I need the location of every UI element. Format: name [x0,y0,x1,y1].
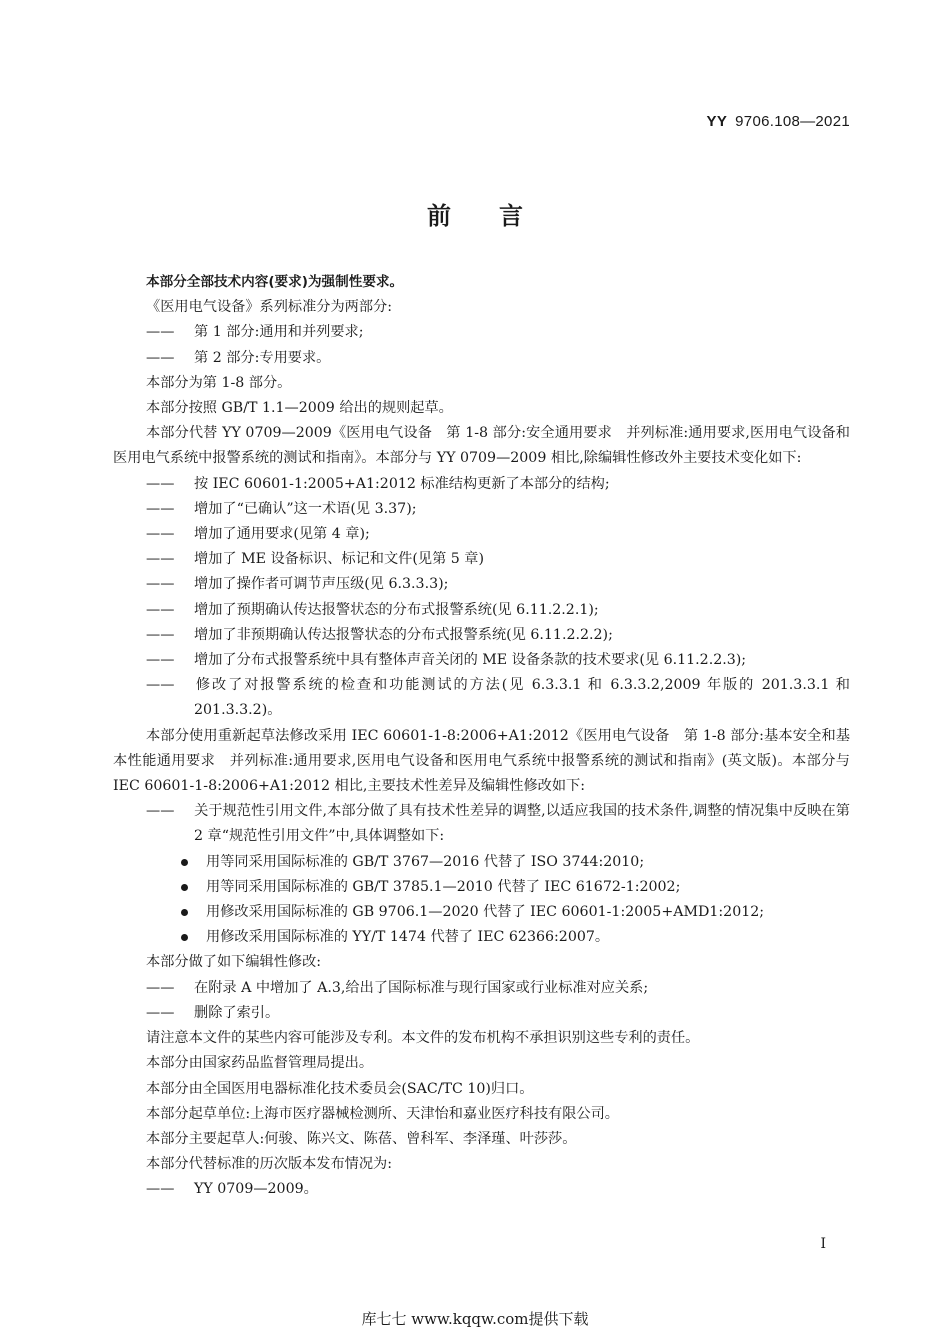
dash-item: —— 删除了索引。 [146,1004,280,1021]
paragraph: 本部分代替标准的历次版本发布情况为: [146,1156,392,1173]
paragraph: 本部分代替 YY 0709—2009《医用电气设备 第 1-8 部分:安全通用要求 并列标准:通用要求,医用电气设备和医用电气系统中报警系统的测试和指南》。本部分与 YY 0709—2009 相比,除编辑性修改外主要技术变化如下: [113,425,850,467]
dash-item: —— 第 2 部分:专用要求。 [146,349,331,366]
paragraph: 本部分按照 GB/T 1.1—2009 给出的规则起草。 [146,400,453,417]
paragraph: 《医用电气设备》系列标准分为两部分: [146,299,392,316]
paragraph: 本部分由国家药品监督管理局提出。 [146,1055,374,1072]
paragraph: 本部分起草单位:上海市医疗器械检测所、天津怡和嘉业医疗科技有限公司。 [146,1105,619,1122]
change-item: —— 按 IEC 60601-1:2005+A1:2012 标准结构更新了本部分的结构; [146,475,610,492]
change-item: —— 增加了非预期确认传达报警状态的分布式报警系统(见 6.11.2.2.2); [146,626,613,643]
change-item: —— 增加了 ME 设备标识、标记和文件(见第 5 章) [146,551,485,568]
page-title: 前言 [427,202,571,230]
paragraph: 本部分使用重新起草法修改采用 IEC 60601-1-8:2006+A1:2012《医用电气设备 第 1-8 部分:基本安全和基本性能通用要求 并列标准:通用要求,医用电气设备和医用电气系统中报警系统的测试和指南》(英文版)。本部分与 IEC 60601-1-8:2006+A1:2012 相比,主要技术性差异及编辑性修改如下: [113,727,850,795]
paragraph: 本部分为第 1-8 部分。 [146,374,292,391]
standard-prefix: YY [706,113,728,130]
mandatory-statement: 本部分全部技术内容(要求)为强制性要求。 [146,274,404,290]
paragraph: 本部分主要起草人:何骏、陈兴文、陈蓓、曾科军、李泽瑾、叶莎莎。 [146,1130,577,1147]
change-item: —— 增加了预期确认传达报警状态的分布式报警系统(见 6.11.2.2.1); [146,601,599,618]
paragraph: 本部分做了如下编辑性修改: [146,954,322,971]
bullet-icon [181,859,188,866]
change-item: —— 增加了“已确认”这一术语(见 3.37); [146,500,417,517]
dash-item: —— 关于规范性引用文件,本部分做了具有技术性差异的调整,以适应我国的技术条件,调整的情况集中反映在第 2 章“规范性引用文件”中,具体调整如下: [146,803,850,845]
bullet-item: 用等同采用国际标准的 GB/T 3785.1—2010 代替了 IEC 61672-1:2002; [113,875,850,900]
change-item: —— 修改了对报警系统的检查和功能测试的方法(见 6.3.3.1 和 6.3.3.2,2009 年版的 201.3.3.1 和 201.3.3.2)。 [146,677,850,719]
change-item: —— 增加了分布式报警系统中具有整体声音关闭的 ME 设备条款的技术要求(见 6.11.2.2.3); [146,652,747,669]
change-item: —— 增加了操作者可调节声压级(见 6.3.3.3); [146,576,449,593]
bullet-icon [181,909,188,916]
standard-number [707,113,850,130]
bullet-icon [181,934,188,941]
bullet-item: 用等同采用国际标准的 GB/T 3767—2016 代替了 ISO 3744:2010; [113,850,850,875]
page-number: I [820,1236,826,1252]
bullet-item: 用修改采用国际标准的 GB 9706.1—2020 代替了 IEC 60601-1:2005+AMD1:2012; [113,900,850,925]
patent-notice: 请注意本文件的某些内容可能涉及专利。本文件的发布机构不承担识别这些专利的责任。 [146,1030,700,1047]
change-item: —— 增加了通用要求(见第 4 章); [146,526,370,543]
dash-item: —— YY 0709—2009。 [146,1181,318,1198]
bullet-item: 用修改采用国际标准的 YY/T 1474 代替了 IEC 62366:2007。 [113,925,850,950]
dash-item: —— 在附录 A 中增加了 A.3,给出了国际标准与现行国家或行业标准对应关系; [146,979,649,996]
paragraph: 本部分由全国医用电器标准化技术委员会(SAC/TC 10)归口。 [146,1080,534,1097]
download-footer: 库七七 www.kqqw.com提供下载 [361,1310,589,1328]
foreword-body [113,270,850,1203]
dash-item: —— 第 1 部分:通用和并列要求; [146,324,364,341]
bullet-icon [181,884,188,891]
standard-code: 9706.108—2021 [735,113,850,130]
